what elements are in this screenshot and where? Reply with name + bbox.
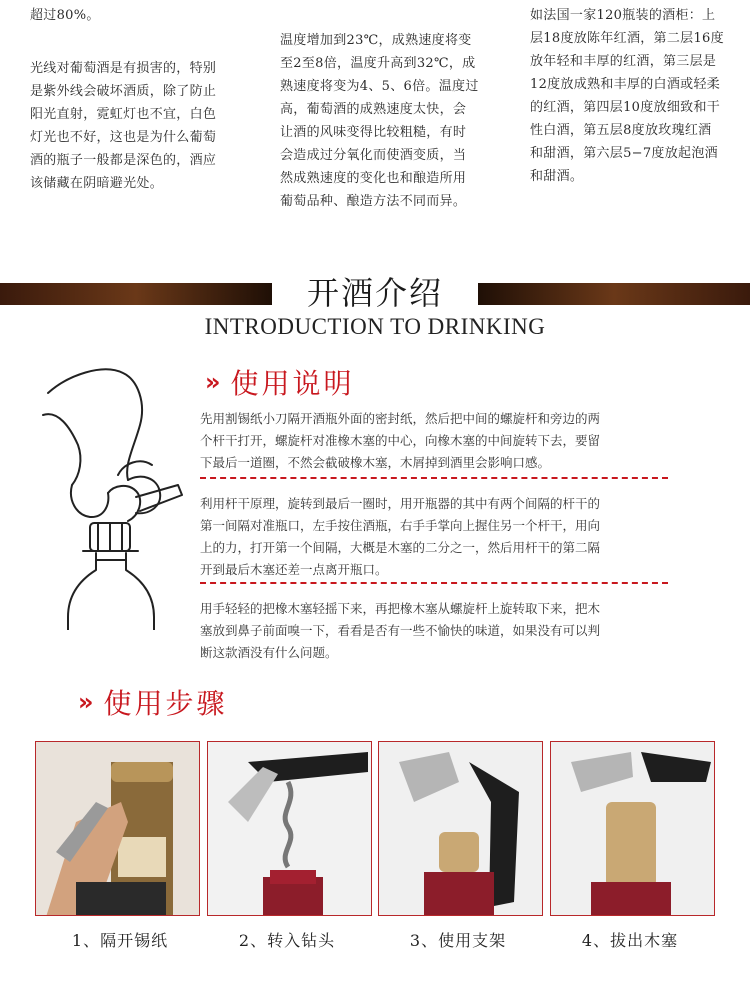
dashed-divider xyxy=(200,582,668,584)
steps-heading xyxy=(78,682,228,722)
banner-bar-right xyxy=(478,283,750,305)
text-column-2 xyxy=(280,29,480,213)
usage-heading-text: 使用说明 xyxy=(230,367,355,400)
column-2-line: 至2至8倍，温度升高到32℃，成 xyxy=(280,56,476,71)
step-photos xyxy=(35,741,715,916)
usage-paragraph-1-line: 个杆干打开，螺旋杆对准橡木塞的中心，向橡木塞的中间旋转下去，要留 xyxy=(200,433,601,448)
usage-paragraph-3-line: 用手轻轻的把橡木塞轻摇下来，再把橡木塞从螺旋杆上旋转取下来，把木 xyxy=(200,601,601,616)
step-photo-2 xyxy=(207,741,372,916)
hand-opener-illustration xyxy=(28,355,193,630)
section-title-en: INTRODUCTION TO DRINKING xyxy=(204,314,546,339)
usage-paragraph-3-line: 塞放到鼻子前面嗅一下，看看是否有一些不愉快的味道，如果没有可以判 xyxy=(200,623,601,638)
column-2-line: 高，葡萄酒的成熟速度太快，会 xyxy=(280,102,467,117)
column-1-line: 酒的瓶子一般都是深色的，酒应 xyxy=(30,153,217,168)
column-1-line: 光线对葡萄酒是有损害的，特别 xyxy=(30,61,217,76)
step-caption-4: 4、拔出木塞 xyxy=(581,931,679,950)
dashed-divider xyxy=(200,477,668,479)
usage-paragraph-2-line: 开到最后木塞还差一点离开瓶口。 xyxy=(200,562,388,577)
column-3-line: 如法国一家120瓶装的酒柜：上 xyxy=(530,8,716,23)
column-3-line: 和甜酒，第六层5−7度放起泡酒 xyxy=(530,146,718,161)
section-title-cn: 开酒介绍 xyxy=(306,274,443,312)
step-photo-1 xyxy=(35,741,200,916)
column-1-line: 是紫外线会破坏酒质，除了防止 xyxy=(30,84,217,99)
usage-paragraph-1-line: 下最后一道圈，不然会截破橡木塞，木屑掉到酒里会影响口感。 xyxy=(200,455,551,470)
usage-paragraph-2-line: 上的力，打开第一个间隔，大概是木塞的二分之一，然后用杆干的第二隔 xyxy=(200,540,601,555)
column-2-line: 温度增加到23℃，成熟速度将变 xyxy=(280,33,472,48)
column-2-line: 然成熟速度的变化也和酿造所用 xyxy=(280,171,467,186)
usage-paragraph-1 xyxy=(200,408,670,474)
column-1-line: 灯光也不好，这也是为什么葡萄 xyxy=(30,130,217,145)
column-1-line: 超过80%。 xyxy=(30,8,100,23)
step-caption-2: 2、转入钻头 xyxy=(238,931,336,950)
column-2-line: 会造成过分氧化而使酒变质，当 xyxy=(280,148,467,163)
column-2-line: 让酒的风味变得比较粗糙，有时 xyxy=(280,125,467,140)
chevron-right-icon: » xyxy=(205,368,217,396)
steps-heading-text: 使用步骤 xyxy=(103,687,228,720)
text-column-1-top xyxy=(30,4,230,27)
column-3-line: 层18度放陈年红酒，第二层16度 xyxy=(530,31,724,46)
step-photo-4 xyxy=(550,741,715,916)
column-2-line: 熟速度将变为4、5、6倍。温度过 xyxy=(280,79,479,94)
column-3-line: 性白酒，第五层8度放玫瑰红酒 xyxy=(530,123,712,138)
chevron-right-icon: » xyxy=(78,688,90,716)
banner-bar-left xyxy=(0,283,272,305)
usage-heading xyxy=(205,362,355,402)
column-1-line: 该储藏在阴暗避光处。 xyxy=(30,176,164,191)
usage-paragraph-2-line: 第一间隔对准瓶口，左手按住酒瓶，右手手掌向上握住另一个杆干，用向 xyxy=(200,518,601,533)
usage-paragraph-3 xyxy=(200,598,670,664)
usage-paragraph-1-line: 先用割锡纸小刀隔开酒瓶外面的密封纸，然后把中间的螺旋杆和旁边的两 xyxy=(200,411,601,426)
text-column-1 xyxy=(30,57,230,195)
step-photo-3 xyxy=(378,741,543,916)
step-caption-3: 3、使用支架 xyxy=(409,931,507,950)
step-caption-1: 1、隔开锡纸 xyxy=(71,931,169,950)
column-3-line: 12度放成熟和丰厚的白酒或轻柔 xyxy=(530,77,721,92)
column-3-line: 和甜酒。 xyxy=(530,169,584,184)
column-3-line: 放年轻和丰厚的红酒，第三层是 xyxy=(530,54,717,69)
usage-paragraph-3-line: 断这款酒没有什么问题。 xyxy=(200,645,338,660)
column-2-line: 葡萄品种、酿造方法不同而异。 xyxy=(280,194,467,209)
text-column-3 xyxy=(530,4,725,188)
column-1-line: 阳光直射，霓虹灯也不宜，白色 xyxy=(30,107,217,122)
usage-paragraph-2-line: 利用杆干原理，旋转到最后一圈时，用开瓶器的其中有两个间隔的杆干的 xyxy=(200,496,601,511)
usage-paragraph-2 xyxy=(200,493,670,581)
column-3-line: 的红酒，第四层10度放细致和干 xyxy=(530,100,721,115)
